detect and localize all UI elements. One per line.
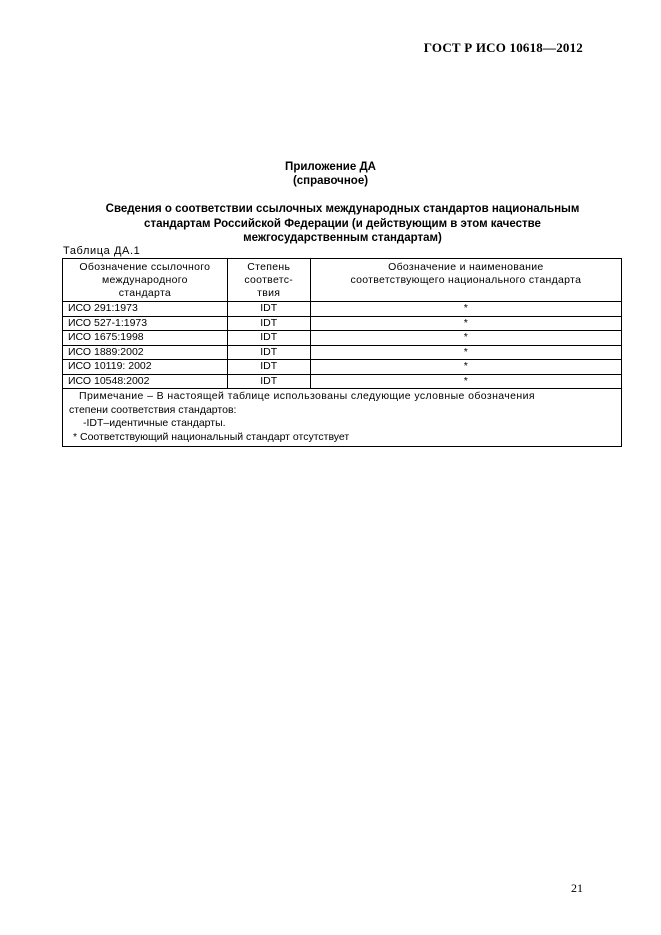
table-row [63,302,622,317]
header-col1-line-1: Обозначение ссылочного [79,261,211,273]
header-col1-line-3: стандарта [118,287,172,299]
table-row [63,345,622,360]
appendix-heading-line-2: стандартам Российской Федерации (и действующим в этом качестве [144,217,541,230]
header-col3-line-1: Обозначение и наименование [388,261,544,273]
appendix-subtitle: (справочное) [292,175,369,187]
cell-national-standard: * [310,345,621,360]
cell-degree: IDT [227,360,310,375]
table-caption: Таблица ДА.1 [63,245,141,257]
header-col1-line-2: международного [101,274,188,286]
page-number: 21 [571,881,583,895]
document-standard-code: ГОСТ Р ИСО 10618—2012 [423,40,583,55]
cell-national-standard: * [310,374,621,389]
cell-degree: IDT [227,374,310,389]
header-degree-of-correspondence [227,259,310,302]
cell-national-standard: * [310,331,621,346]
appendix-title: Приложение ДА [285,161,376,173]
note-line-1: Примечание – В настоящей таблице использованы следующие условные обозначения [79,390,535,402]
note-line-4: * Соответствующий национальный стандарт отсутствует [73,430,350,443]
table-note-row [63,389,622,447]
cell-standard-code: ИСО 527-1:1973 [63,316,228,331]
table-row [63,316,622,331]
cell-standard-code: ИСО 1675:1998 [63,331,228,346]
cell-standard-code: ИСО 1889:2002 [63,345,228,360]
cell-degree: IDT [227,331,310,346]
header-international-standard [63,259,228,302]
cell-national-standard: * [310,302,621,317]
cell-degree: IDT [227,302,310,317]
cell-national-standard: * [310,316,621,331]
header-col2-line-2: соответс- [244,274,294,286]
cell-degree: IDT [227,316,310,331]
standards-correspondence-table [62,258,622,447]
header-col2-line-1: Степень [247,261,291,273]
cell-standard-code: ИСО 291:1973 [63,302,228,317]
appendix-heading-line-3: межгосударственным стандартам) [243,232,442,244]
table-row [63,374,622,389]
header-col2-line-3: твия [257,287,281,299]
table-note [63,389,622,447]
cell-degree: IDT [227,345,310,360]
note-line-3: -IDT–идентичные стандарты. [83,417,226,429]
cell-standard-code: ИСО 10119: 2002 [63,360,228,375]
header-national-standard [310,259,621,302]
cell-national-standard: * [310,360,621,375]
appendix-heading [70,202,615,246]
table-header-row [63,259,622,302]
cell-standard-code: ИСО 10548:2002 [63,374,228,389]
table-row [63,331,622,346]
note-line-2: степени соответствия стандартов: [69,403,237,416]
appendix-heading-line-1: Сведения о соответствии ссылочных международных стандартов национальным [105,203,580,215]
header-col3-line-2: соответствующего национального стандарта [350,274,582,286]
table-row [63,360,622,375]
